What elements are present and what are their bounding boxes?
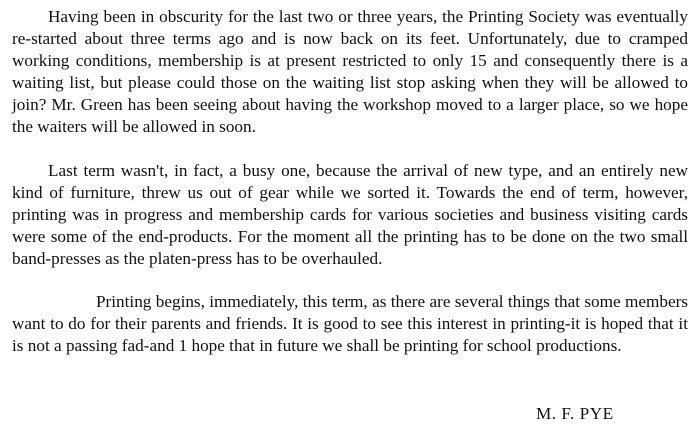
paragraph-3: Printing begins, immediately, this term, as there are several things that some members want to do for their parents and friends. It is good to see this interest in printing-it is hoped that it is not a passing fad-and 1 hope that in future we shall be printing for school productions. (12, 292, 688, 355)
author-signature: M. F. PYE (536, 404, 614, 423)
paragraph-1: Having been in obscurity for the last two or three years, the Printing Society was eventually re-started about three terms ago and is now back on its feet. Unfortunately, due to cramped working conditions, membership is at present restricted to only 15 and consequently there is a waiting list, but please could those on the waiting list stop asking when they will be allowed to join? Mr. Green has been seeing about having the workshop moved to a larger place, so we hope the waiters will be allowed in soon. (12, 7, 688, 136)
paragraph-2: Last term wasn't, in fact, a busy one, because the arrival of new type, and an entirely new kind of furniture, threw us out of gear while we sorted it. Towards the end of term, however, printing was in progress and membership cards for various societies and business visiting cards were some of the end-products. For the moment all the printing has to be done on the two small band-presses as the platen-press has to be overhauled. (12, 161, 688, 268)
